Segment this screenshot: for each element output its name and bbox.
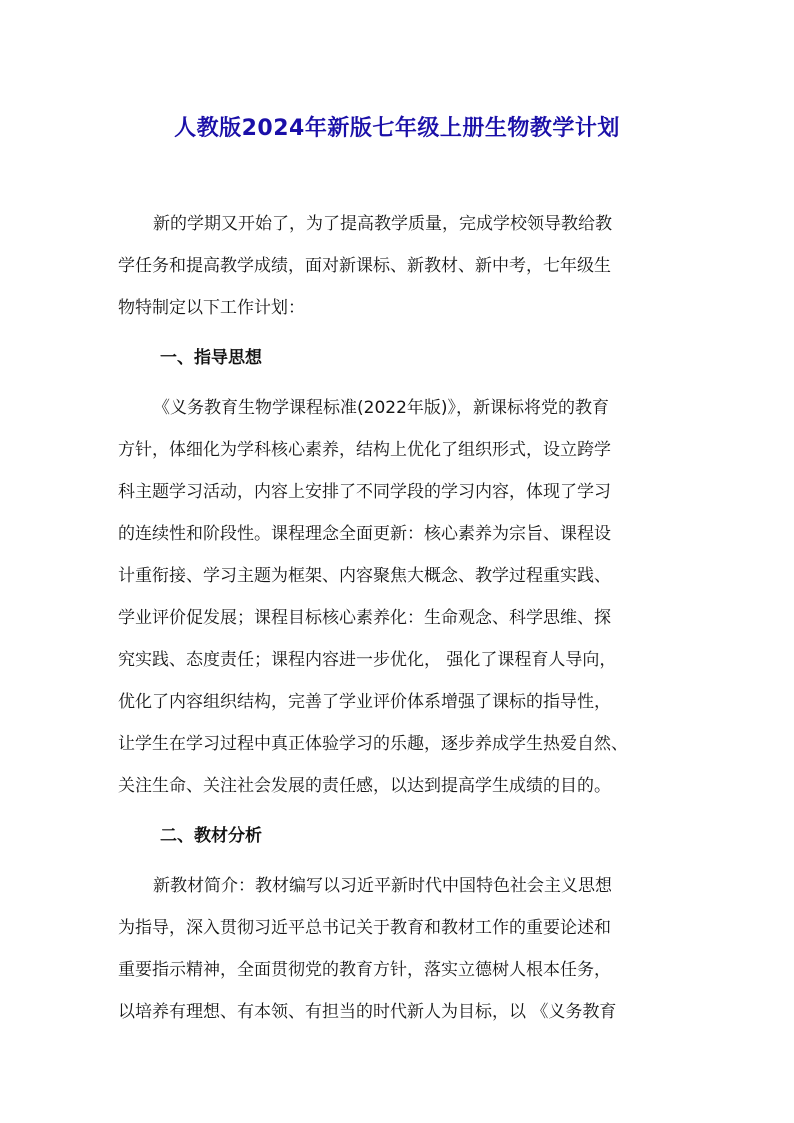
- paragraph-line: 计重衔接、学习主题为框架、内容聚焦大概念、教学过程重实践、: [118, 566, 611, 586]
- section-heading-guiding-ideology: 一、指导思想: [160, 348, 262, 368]
- paragraph-line: 重要指示精神，全面贯彻党的教育方针，落实立德树人根本任务，: [118, 960, 611, 980]
- paragraph-line: 科主题学习活动，内容上安排了不同学段的学习内容，体现了学习: [118, 482, 611, 502]
- intro-line: 物特制定以下工作计划：: [118, 298, 305, 318]
- paragraph-line: 优化了内容组织结构，完善了学业评价体系增强了课标的指导性，: [118, 692, 611, 712]
- paragraph-line: 的连续性和阶段性。课程理念全面更新：核心素养为宗旨、课程设: [118, 524, 611, 544]
- paragraph-line: 学业评价促发展；课程目标核心素养化：生命观念、科学思维、探: [118, 608, 611, 628]
- paragraph-line: 关注生命、关注社会发展的责任感，以达到提高学生成绩的目的。: [118, 776, 611, 796]
- paragraph-line: 为指导，深入贯彻习近平总书记关于教育和教材工作的重要论述和: [118, 918, 611, 938]
- paragraph-line: 新教材简介：教材编写以习近平新时代中国特色社会主义思想: [153, 876, 612, 896]
- section-heading-textbook-analysis: 二、教材分析: [160, 826, 262, 846]
- paragraph-line: 以培养有理想、有本领、有担当的时代新人为目标，以 《义务教育: [118, 1002, 617, 1022]
- paragraph-line: 究实践、态度责任；课程内容进一步优化， 强化了课程育人导向，: [118, 650, 617, 670]
- paragraph-line: 《义务教育生物学课程标准(2022年版)》，新课标将党的教育: [153, 398, 610, 418]
- intro-line: 学任务和提高教学成绩，面对新课标、新教材、新中考，七年级生: [118, 256, 611, 276]
- intro-line: 新的学期又开始了，为了提高教学质量，完成学校领导教给教: [153, 214, 612, 234]
- document-title: 人教版2024年新版七年级上册生物教学计划: [174, 116, 620, 141]
- paragraph-line: 方针，体细化为学科核心素养，结构上优化了组织形式，设立跨学: [118, 440, 611, 460]
- paragraph-line: 让学生在学习过程中真正体验学习的乐趣，逐步养成学生热爱自然、: [118, 734, 628, 754]
